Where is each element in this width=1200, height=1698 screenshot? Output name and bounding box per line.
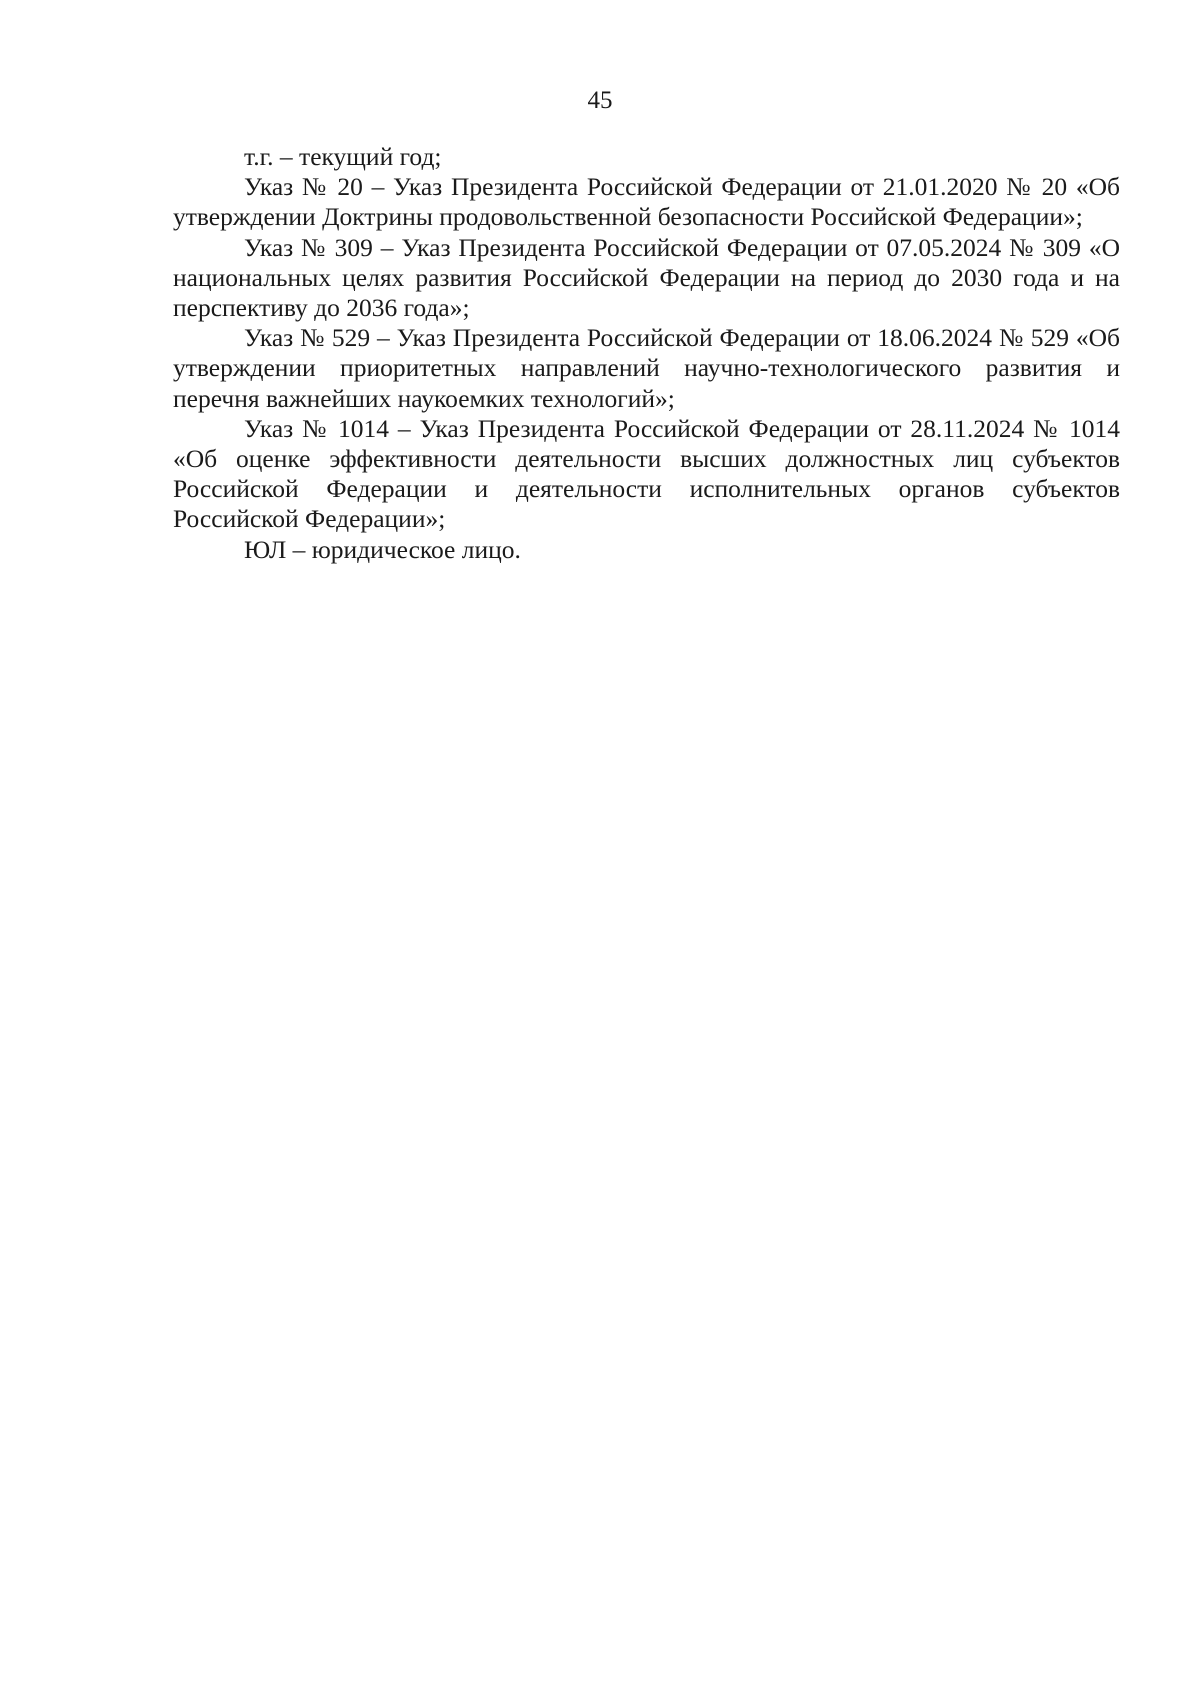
abbreviation-ukaz-20: Указ № 20 – Указ Президента Российской Федерации от 21.01.2020 № 20 «Об утверждении Доктрины продовольственной безопасности Российской Федерации»; xyxy=(173,172,1120,232)
abbreviation-ukaz-309: Указ № 309 – Указ Президента Российской Федерации от 07.05.2024 № 309 «О национальных целях развития Российской Федерации на период до 2030 года и на перспективу до 2036 года»; xyxy=(173,232,1120,323)
abbreviation-yul: ЮЛ – юридическое лицо. xyxy=(244,534,521,564)
abbreviations-list xyxy=(173,142,1120,565)
abbreviation-ukaz-529: Указ № 529 – Указ Президента Российской Федерации от 18.06.2024 № 529 «Об утверждении приоритетных направлений научно-технологического развития и перечня важнейших наукоемких технологий»; xyxy=(173,323,1120,413)
abbreviation-ukaz-1014: Указ № 1014 – Указ Президента Российской Федерации от 28.11.2024 № 1014 «Об оценке эффективности деятельности высших должностных лиц субъектов Российской Федерации и деятельности исполнительных органов субъектов Российской Федерации»; xyxy=(173,413,1120,534)
page-number: 45 xyxy=(587,87,613,114)
abbreviation-tg: т.г. – текущий год; xyxy=(244,142,442,171)
